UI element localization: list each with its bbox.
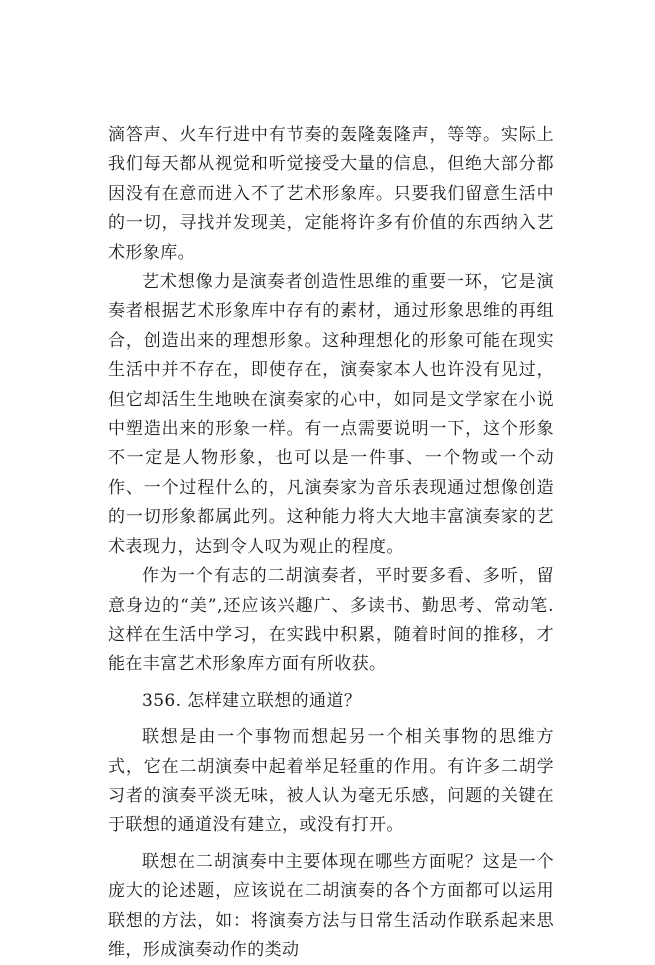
paragraph-association-aspects: 联想在二胡演奏中主要体现在哪些方面呢？这是一个庞大的论述题，应该说在二胡演奏的各个方面都可以运用联想的方法，如：将演奏方法与日常生活动作联系起来思维，形成演奏动作的类动 [108,851,554,960]
section-heading: 356. 怎样建立联想的通道？ [142,690,362,711]
body-text [108,121,554,965]
paragraph-erhu-player: 作为一个有志的二胡演奏者，平时要多看、多听，留意身边的“美”,还应该兴趣广、多读书、勤思考、常动笔.这样在生活中学习，在实践中积累，随着时间的推移，才能在丰富艺术形象库方面有所收获。 [108,566,554,675]
paragraph-continued: 滴答声、火车行进中有节奏的轰隆轰隆声，等等。实际上我们每天都从视觉和听觉接受大量的信息，但绝大部分都因没有在意而进入不了艺术形象库。只要我们留意生活中的一切，寻找并发现美，定能将许多有价值的东西纳入艺术形象库。 [108,125,554,263]
paragraph-imagination: 艺术想像力是演奏者创造性思维的重要一环，它是演奏者根据艺术形象库中存有的素材，通过形象思维的再组合，创造出来的理想形象。这种理想化的形象可能在现实生活中并不存在，即使存在，演奏家本人也许没有见过，但它却活生生地映在演奏家的心中，如同是文学家在小说中塑造出来的形象一样。有一点需要说明一下，这个形象不一定是人物形象，也可以是一件事、一个物或一个动作、一个过程什么的，凡演奏家为音乐表现通过想像创造的一切形象都属此列。这种能力将大大地丰富演奏家的艺术表现力，达到令人叹为观止的程度。 [108,272,554,557]
paragraph-association: 联想是由一个事物而想起另一个相关事物的思维方式，它在二胡演奏中起着举足轻重的作用。有许多二胡学习者的演奏平淡无味，被人认为毫无乐感，问题的关键在于联想的通道没有建立，或没有打开。 [108,727,554,836]
